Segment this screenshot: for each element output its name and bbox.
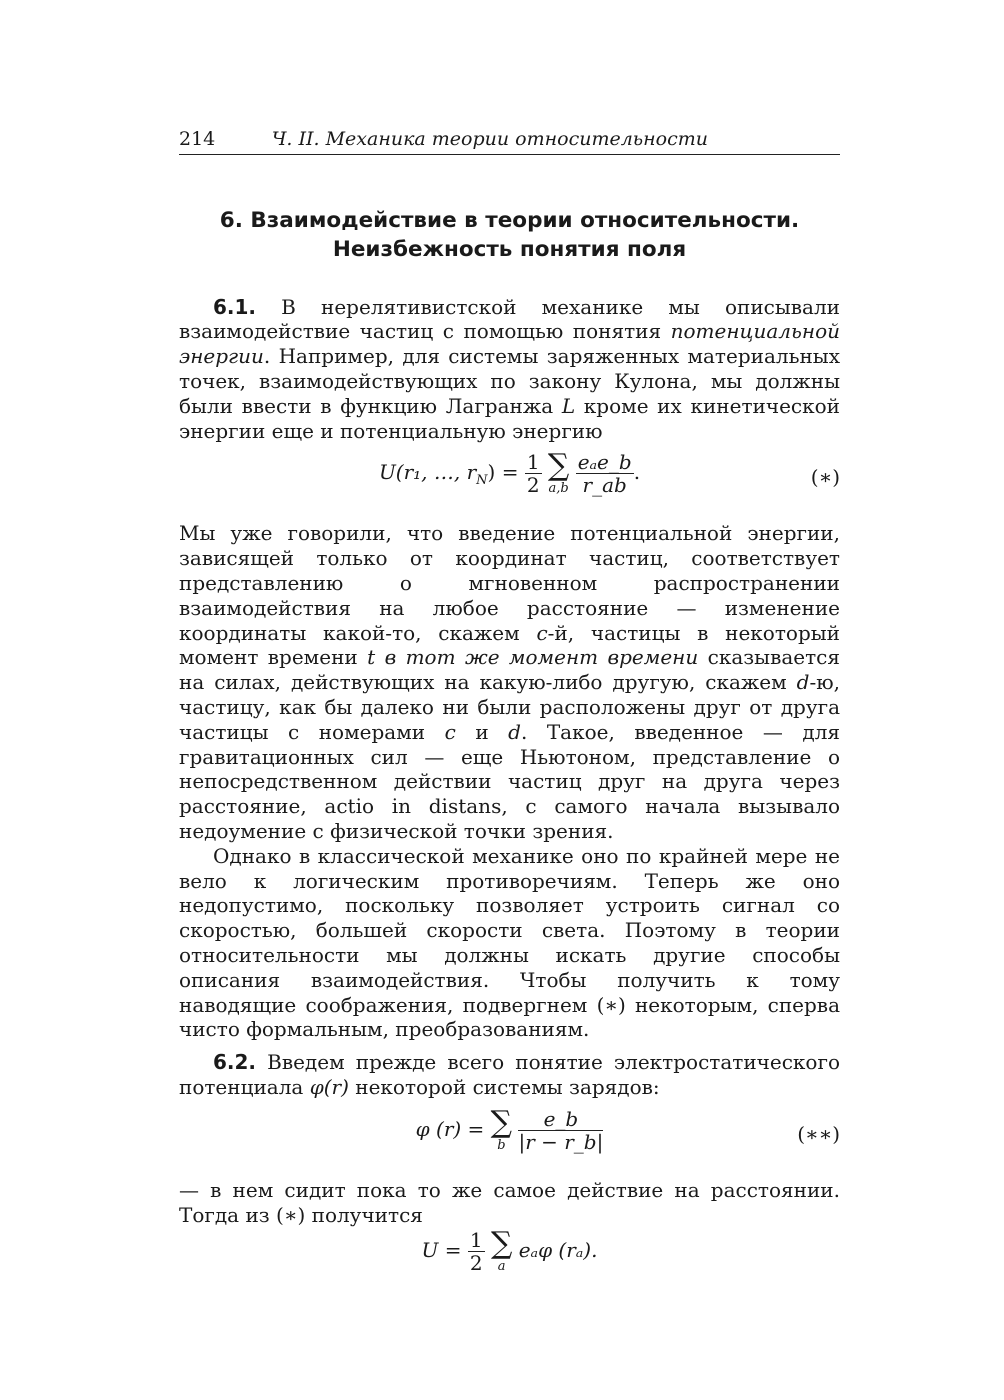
fraction-numerator: 1	[526, 450, 540, 475]
text: Введем прежде всего понятие электростатического потенциала	[179, 1050, 840, 1099]
sum-symbol: ∑ b	[490, 1104, 513, 1153]
paragraph-4: — в нем сидит пока то же самое действие на расстоянии. Тогда из (∗) получится	[179, 1177, 840, 1227]
fraction-denominator: 2	[526, 473, 540, 498]
eq1-half	[525, 451, 542, 496]
eq2-fraction	[518, 1108, 603, 1153]
fraction-denominator: r_ab	[582, 473, 627, 498]
page	[179, 128, 840, 1299]
eq3-lhs: U =	[421, 1238, 468, 1263]
page-number: 214	[179, 128, 216, 150]
subsection-number: 6.2.	[213, 1050, 257, 1075]
eq3-half	[468, 1229, 485, 1274]
paragraph-6-2	[179, 1050, 840, 1100]
text: некоторой системы зарядов:	[348, 1074, 660, 1099]
eq1-lhs-end: ) =	[487, 460, 525, 485]
section-title-line1: 6. Взаимодействие в теории относительности.	[219, 208, 800, 233]
paragraph-2	[179, 521, 840, 843]
emphasis: потенциальной энергии	[179, 319, 840, 369]
sum-symbol: ∑ a	[490, 1226, 513, 1275]
eq1-fraction	[576, 451, 634, 496]
text: кроме их кинетической энергии еще и потенциальную энергию	[179, 393, 840, 443]
text: -й, частицы в некоторый момент времени	[179, 620, 840, 670]
math-symbol: L	[561, 393, 576, 418]
math-symbol: c	[444, 719, 456, 744]
equation-2	[179, 1104, 840, 1168]
running-header	[179, 128, 840, 155]
math-symbol: d	[796, 670, 810, 695]
eq1-tail: .	[633, 460, 641, 485]
text: сказывается на силах, действующих на какую-либо другую, скажем	[179, 645, 840, 695]
section-title-line2: Неизбежность понятия поля	[332, 236, 687, 262]
math-symbol: d	[508, 719, 521, 744]
equation-label: (∗∗)	[797, 1121, 840, 1146]
subsection-number: 6.1.	[213, 294, 257, 319]
eq1-lhs: U(r₁, …, r	[378, 460, 477, 485]
text: В нерелятивистской механике мы описывали взаимодействие частиц с помощью понятия	[179, 294, 840, 344]
fraction-denominator: |r − r_b|	[518, 1129, 604, 1154]
section-title	[179, 207, 840, 265]
equation-label: (∗)	[810, 465, 840, 490]
eq2-lhs: φ (r) =	[415, 1116, 491, 1141]
eq3-rhs: eₐφ (rₐ).	[518, 1238, 598, 1263]
math-symbol: φ(r)	[309, 1074, 349, 1099]
sum-limit: a	[497, 1259, 506, 1275]
paragraph-6-1	[179, 295, 840, 444]
sum-limit: b	[497, 1137, 506, 1153]
eq1-sub: N	[476, 473, 488, 489]
fraction-numerator: 1	[469, 1228, 483, 1253]
text: Мы уже говорили, что введение потенциальной энергии, зависящей только от координат частиц, соответствует представлению о мгновенном распространении взаимодействия на любое расстояние — изменение координаты какой-то, скажем	[179, 521, 840, 645]
fraction-numerator: e_b	[518, 1108, 603, 1131]
equation-3	[179, 1226, 840, 1289]
emphasis: в тот же момент времени	[375, 645, 699, 670]
math-symbol: t	[367, 645, 376, 670]
text: . Такое, введенное — для гравитационных сил — еще Ньютоном, представление о непосредственном действии частиц друг на друга через расстояние, actio in distans, с самого начала вызывало недоумение с физической точки зрения.	[179, 719, 841, 843]
fraction-denominator: 2	[469, 1251, 483, 1276]
sum-limit: a,b	[548, 481, 569, 497]
text: -ю, частицу, как бы далеко ни были расположены друг от друга частицы с номерами	[179, 670, 840, 744]
running-title: Ч. II. Механика теории относительности	[271, 128, 708, 150]
paragraph-3: Однако в классической механике оно по крайней мере не вело к логическим противоречиям. Теперь же оно недопустимо, поскольку позволяет устроить сигнал со скоростью, большей скорости света. Поэтому в теории относительности мы должны искать другие способы описания взаимодействия. Чтобы получить к тому наводящие соображения, подвергнем (∗) некоторым, сперва чисто формальным, преобразованиям.	[179, 843, 840, 1042]
fraction-numerator: eₐe_b	[577, 450, 632, 475]
sum-symbol: ∑ a,b	[547, 448, 570, 497]
text: и	[455, 719, 509, 744]
math-symbol: c	[536, 620, 548, 645]
equation-1	[179, 448, 840, 511]
text: . Например, для системы заряженных материальных точек, взаимодействующих по закону Кулона, мы должны были ввести в функцию Лагранжа	[179, 344, 840, 418]
